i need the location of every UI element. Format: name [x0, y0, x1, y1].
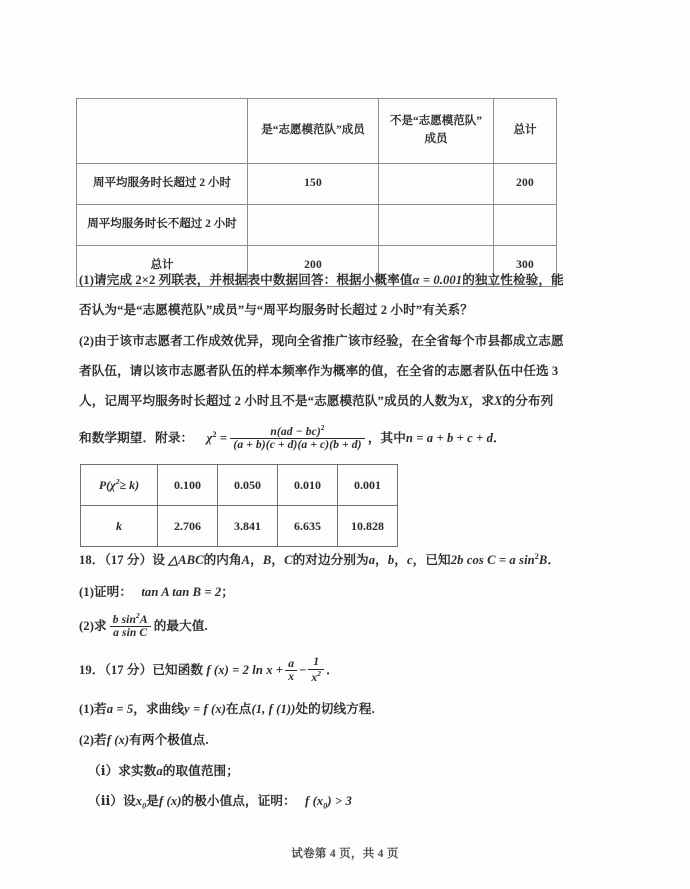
cell-over2h-member: 150 — [248, 164, 379, 205]
q19-number: 19 — [79, 663, 92, 677]
q18-part1-semicolon: ； — [221, 585, 234, 599]
q19-part1-curve: y = f (x) — [184, 702, 227, 716]
column-header-nonmember-line2: 成员 — [424, 133, 448, 145]
q19-stem — [79, 656, 339, 684]
cell-over2h-total: 200 — [494, 164, 557, 205]
q19-fraction-1-over-x2 — [308, 656, 324, 684]
q18-stem-a: 设 — [152, 553, 166, 568]
q19-sub-ii-x0-text: x — [135, 794, 143, 808]
q19-part2-a: (2)若 — [79, 733, 107, 747]
chi-square-fraction — [230, 424, 364, 452]
q19-sub-ii-conclusion-sub: 0 — [323, 801, 328, 811]
q19-sub-i-b: 的取值范围； — [162, 764, 239, 778]
q17-appendix-label: 和数学期望．附录： — [79, 431, 194, 445]
q19-part1-condition: a = 5 — [106, 702, 134, 716]
q19-points: （17 分） — [104, 663, 153, 677]
q18-part2-numerator — [110, 612, 151, 626]
chi-numerator — [230, 424, 364, 438]
q18-sep4: ， — [394, 553, 407, 568]
q19-sub-ii — [88, 792, 352, 813]
q19-frac1-denominator: x — [285, 670, 297, 684]
q19-part2 — [79, 731, 209, 750]
chi-p-label-paren-close: ) — [135, 478, 140, 492]
q19-frac2-numerator: 1 — [313, 655, 320, 668]
formula-n-definition: n = a + b + c + d — [405, 431, 493, 445]
q19-frac1-numerator: a — [288, 656, 295, 670]
chi-p-label-post: ≥ k — [119, 478, 136, 492]
chi-square-critical-table — [80, 464, 398, 547]
table-header-row — [77, 99, 557, 164]
chi-numerator-exponent: 2 — [320, 423, 325, 432]
q18-part2 — [79, 612, 208, 640]
q19-sub-i — [88, 762, 239, 781]
q19-sub-ii-label: （ⅱ） — [88, 794, 124, 808]
cell-under2h-member — [248, 205, 379, 246]
q19-part2-b: 有两个极值点. — [129, 733, 209, 747]
q19-part1-c: 在点 — [226, 702, 252, 716]
q18-sep1: ， — [250, 553, 263, 568]
formula-period: ． — [493, 431, 506, 445]
column-header-member: 是“志愿模范队”成员 — [248, 99, 379, 164]
q18-condition: 2b cos C = a sin — [450, 553, 535, 568]
cell-over2h-nonmember — [379, 164, 494, 205]
table-row — [77, 164, 557, 205]
q18-angle-b: B — [262, 553, 272, 568]
q19-function-lhs: f (x) = 2 ln x + — [206, 663, 284, 677]
chi-square-formula — [206, 423, 506, 452]
q19-frac2-denominator — [308, 669, 324, 684]
chi-p-value: 0.001 — [338, 465, 398, 506]
q18-stem-c: 的对边分别为 — [292, 553, 369, 568]
q19-part2-function: f (x) — [106, 733, 130, 747]
row-label-total: 总计 — [77, 246, 248, 287]
q17-random-variable-x2: X — [494, 394, 503, 408]
chi-p-label-p: P — [98, 478, 107, 492]
q19-sub-ii-x0-sub: 0 — [142, 801, 147, 811]
q17-random-variable-x: X — [460, 394, 469, 408]
q18-side-c: c — [406, 553, 413, 568]
q19-sub-ii-conclusion — [305, 794, 352, 811]
equals-sign: = — [219, 431, 228, 445]
q18-period: ． — [547, 553, 561, 568]
column-header-total: 总计 — [494, 99, 557, 164]
q18-part2-tail: 的最大值. — [153, 619, 208, 633]
q18-part2-denominator: a sin C — [110, 626, 151, 640]
q18-stem-b: 的内角 — [203, 553, 242, 568]
q18-triangle: △ABC — [168, 553, 204, 568]
q19-sub-ii-conclusion-tail: ) > 3 — [327, 794, 352, 808]
q19-sub-ii-x0 — [135, 794, 147, 811]
q18-side-b: b — [387, 553, 395, 568]
q19-part1-a: (1)若 — [79, 702, 107, 716]
chi-p-label-paren-open: ( — [106, 478, 111, 492]
q18-part2-numerator-sup: 2 — [136, 611, 140, 620]
q17-part2-line3-a: 人，记周平均服务时长超过 2 小时且不是“志愿模范队”成员的人数为 — [79, 394, 461, 408]
q17-part2-line3-b: ，求 — [468, 394, 495, 408]
chi-denominator: (a + b)(c + d)(a + c)(b + d) — [230, 438, 364, 452]
q18-sep3: ， — [375, 553, 388, 568]
q19-sub-ii-b: 是 — [146, 794, 159, 808]
q19-part1-d: 处的切线方程. — [295, 702, 375, 716]
q18-stem — [79, 551, 560, 570]
q19-sub-ii-a: 设 — [123, 794, 136, 808]
q18-part1-expression: tan A tan B = 2 — [141, 585, 222, 599]
column-header-nonmember — [379, 99, 494, 164]
chi-symbol: χ — [206, 431, 213, 445]
q19-part1 — [79, 700, 375, 719]
q18-number: 18 — [79, 553, 92, 568]
q17-part1-line1-text: (1)请完成 2×2 列联表，并根据表中数据回答：根据小概率值 — [79, 273, 413, 287]
q17-part1-line1-tail: 的独立性检验，能 — [462, 273, 564, 287]
chi-k-value: 2.706 — [158, 506, 218, 547]
q18-part2-numerator-tail: A — [139, 612, 148, 626]
chi-p-value: 0.050 — [218, 465, 278, 506]
q17-part2-line3-c: 的分布列 — [502, 394, 554, 408]
cell-under2h-nonmember — [379, 205, 494, 246]
q18-side-a: a — [368, 553, 376, 568]
chi-p-value: 0.010 — [278, 465, 338, 506]
q17-part1-line2: 否认为“是“志愿模范队”成员”与“周平均服务时长超过 2 小时”有关系？ — [79, 303, 474, 317]
q19-sub-ii-c: 的极小值点，证明： — [181, 794, 296, 808]
contingency-table — [76, 98, 557, 287]
chi-p-label-chi: χ — [110, 478, 116, 492]
row-label-under2h: 周平均服务时长不超过 2 小时 — [77, 205, 248, 246]
q18-part2-numerator-text: b sin — [112, 612, 137, 626]
table-row — [77, 205, 557, 246]
q19-sub-i-a: 求实数 — [118, 764, 157, 778]
q18-condition-sup: 2 — [534, 552, 539, 561]
q18-sep2: ， — [271, 553, 285, 568]
row-label-over2h: 周平均服务时长超过 2 小时 — [77, 164, 248, 205]
q18-angle-c: C — [284, 553, 293, 568]
q19-stem-text: 已知函数 — [152, 663, 204, 677]
chi-k-label: k — [81, 506, 158, 547]
q17-part2-line3 — [79, 392, 553, 411]
q19-frac2-denominator-sup: 2 — [317, 668, 322, 678]
q17-part2-line1: (2)由于该市志愿者工作成效优异，现向全省推广该市经验，在全省每个市县都成立志愿 — [79, 334, 564, 348]
cell-total-member: 200 — [248, 246, 379, 287]
q18-points: （17 分） — [104, 553, 153, 568]
q17-part1-line1 — [79, 271, 564, 290]
q19-part1-point: (1, f (1)) — [251, 702, 296, 716]
column-header-nonmember-line1: 不是“志愿模范队” — [390, 115, 482, 128]
cell-under2h-total — [494, 205, 557, 246]
q19-sub-i-variable: a — [156, 764, 163, 778]
q19-period-dot: ． — [91, 663, 105, 677]
q19-sub-i-label: （ⅰ） — [88, 764, 119, 778]
formula-tail-prefix: ，其中 — [367, 431, 406, 445]
q19-minus: − — [299, 663, 307, 677]
q17-alpha-value: α = 0.001 — [412, 273, 463, 287]
q17-part2-line2: 者队伍，请以该市志愿者队伍的样本频率作为概率的值，在全省的志愿者队伍中任选 3 — [79, 364, 559, 378]
q19-sub-ii-conclusion-head: f (x — [305, 794, 324, 808]
q18-condition-tail: B — [538, 553, 548, 568]
page-footer: 试卷第 4 页，共 4 页 — [291, 848, 399, 860]
q19-sub-ii-function: f (x) — [159, 794, 182, 808]
q19-function-period: ． — [326, 663, 339, 677]
q19-fraction-a-over-x — [285, 658, 297, 684]
q18-part2-fraction — [110, 612, 151, 640]
q18-stem-d: ，已知 — [412, 553, 451, 568]
corner-cell — [77, 99, 248, 164]
chi-k-row — [81, 506, 398, 547]
chi-k-value: 10.828 — [338, 506, 398, 547]
chi-k-value: 3.841 — [218, 506, 278, 547]
q19-frac2-denominator-text: x — [311, 670, 318, 684]
q18-part2-label: (2)求 — [79, 619, 107, 633]
chi-k-value: 6.635 — [278, 506, 338, 547]
cell-total-total: 300 — [494, 246, 557, 287]
chi-p-label — [81, 465, 158, 506]
q18-period-dot: ． — [91, 553, 105, 568]
chi-p-value: 0.100 — [158, 465, 218, 506]
chi-numerator-text: n(ad − bc) — [270, 424, 321, 438]
chi-p-row — [81, 465, 398, 506]
q18-part1-label: (1)证明： — [79, 585, 133, 599]
q17-formula-line — [79, 424, 506, 452]
q18-angle-a: A — [241, 553, 251, 568]
q19-part1-b: ，求曲线 — [133, 702, 185, 716]
chi-exponent: 2 — [212, 429, 217, 439]
chi-p-label-sup: 2 — [115, 477, 120, 486]
q18-part1 — [79, 583, 234, 602]
